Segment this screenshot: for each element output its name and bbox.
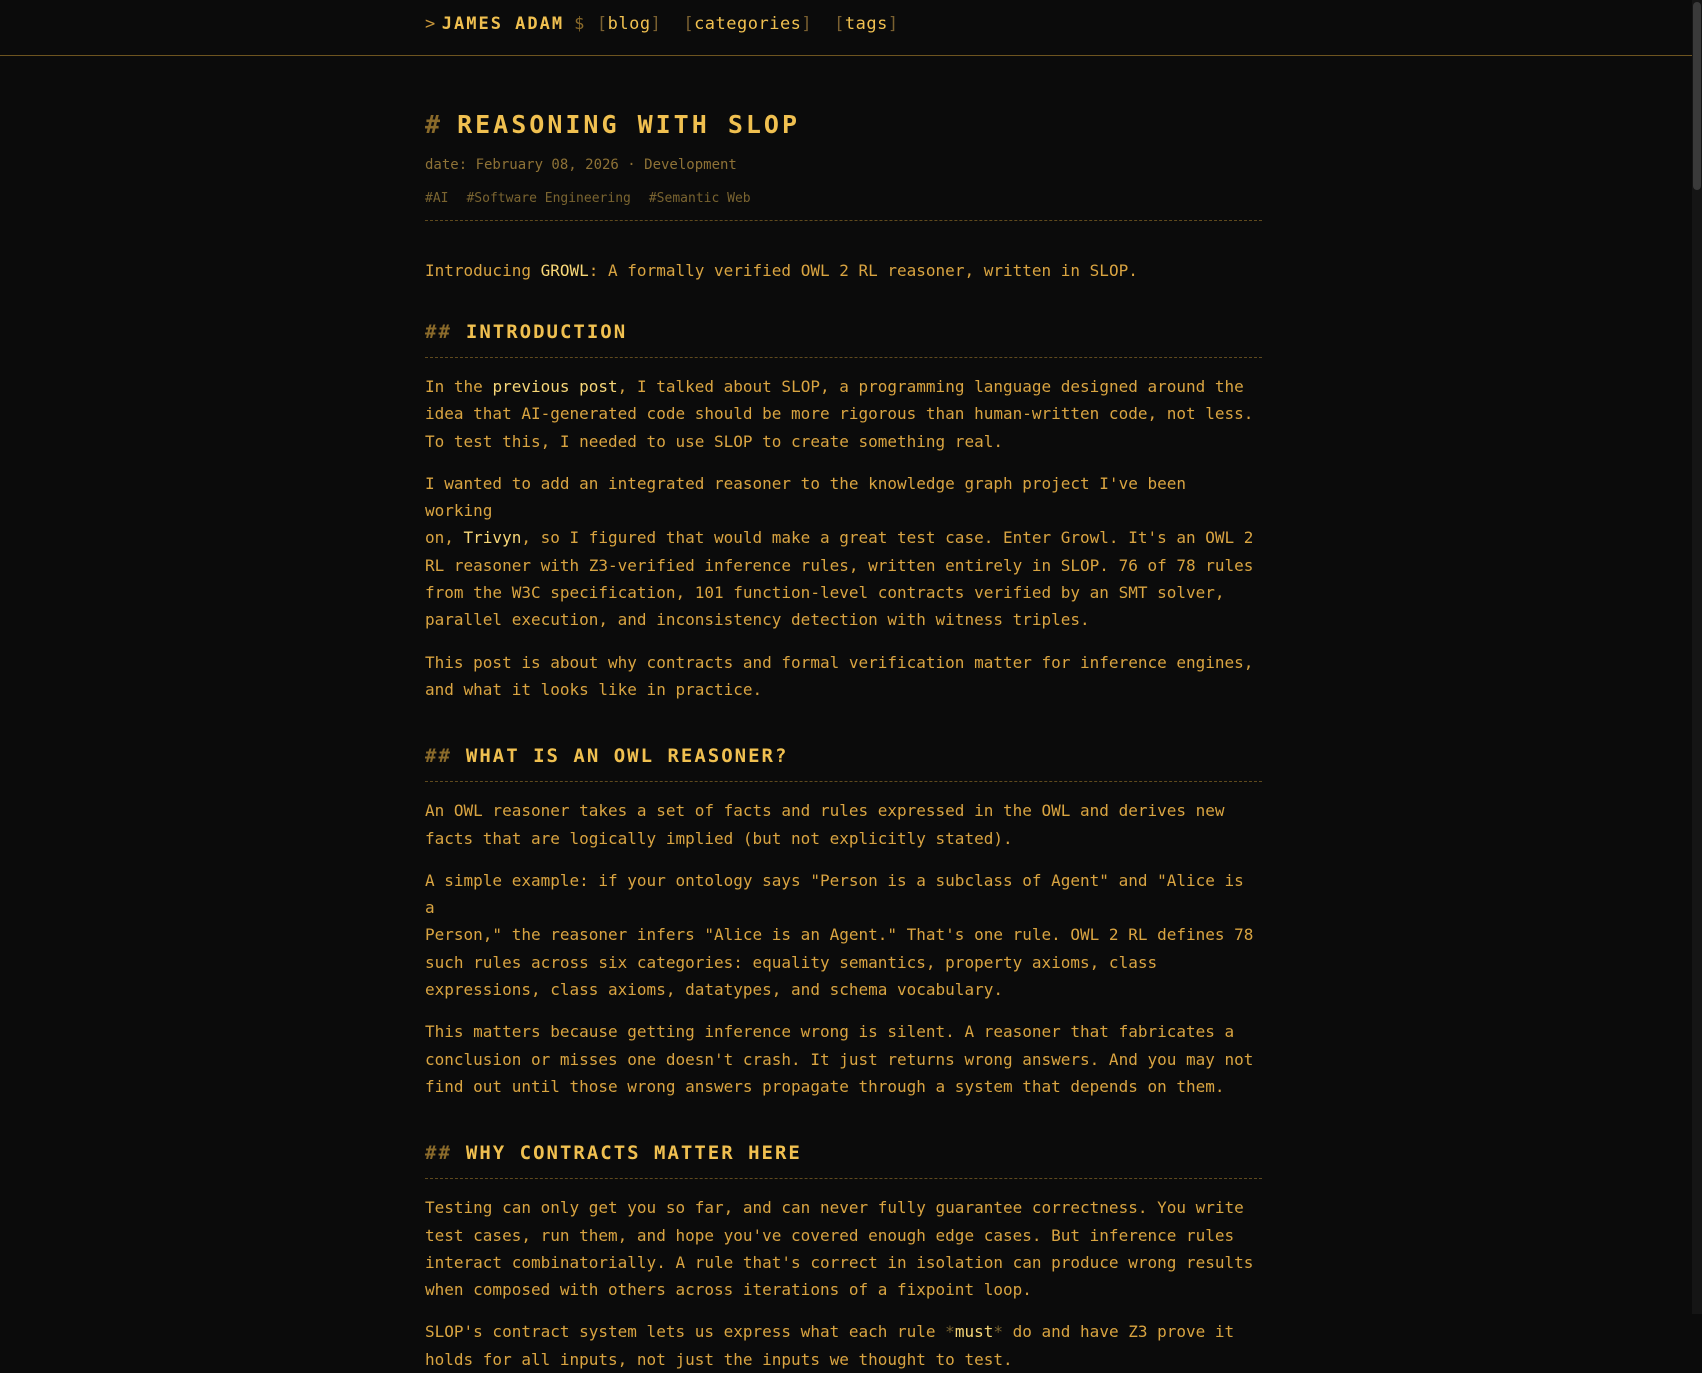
heading-text: INTRODUCTION [465,321,628,343]
section-heading-introduction [425,319,1262,345]
tag-link[interactable]: #Semantic Web [648,191,751,206]
paragraph: This matters because getting inference wrong is silent. A reasoner that fabricates a conclusion or misses one doesn't crash. It just returns wrong answers. And you may not find out until those wrong answers propagate through a system that depends on them. [425,1022,1254,1096]
post-intro [425,257,1262,284]
intro-text: Introducing [425,261,541,280]
section-heading-contracts [425,1140,1262,1166]
nav-link-tags-label[interactable]: tags [844,14,888,34]
post-meta: date: February 08, 2026 · Development [425,157,737,173]
trivyn-link[interactable]: Trivyn [463,528,522,548]
heading-text: WHAT IS AN OWL REASONER? [465,745,789,768]
paragraph: An OWL reasoner takes a set of facts and rules expressed in the OWL and derives new facts that are logically implied (but not explicitly stated). [425,801,1225,848]
page-scrollbar[interactable] [1692,0,1702,1314]
paragraph: A simple example: if your ontology says "Person is a subclass of Agent" and "Alice is a Person," the reasoner infers "Alice is an Agent." That's one rule. OWL 2 RL defines 78 such rules across six categories: equality semantics, property axioms, class expressions, class axioms, datatypes, and schema vocabulary. [425,870,1254,1000]
site-name-link[interactable]: JAMES ADAM [441,14,565,34]
nav-link-tags[interactable]: [tags] [834,14,899,34]
divider [425,781,1262,782]
dollar-symbol: $ [574,14,585,34]
top-navigation-bar [0,0,1692,56]
tag-link[interactable]: #Software Engineering [466,191,631,206]
site-nav [425,14,921,34]
paragraph: Testing can only get you so far, and can never fully guarantee correctness. You write test cases, run them, and hope you've covered enough edge cases. But inference rules interact combinatorially. A rule that's correct in isolation can produce wrong results when composed with others across iterations of a fixpoint loop. [425,1198,1254,1300]
post-tags [425,191,1262,211]
intro-strong: GROWL [540,261,589,280]
intro-text: : A formally verified OWL 2 RL reasoner, written in SLOP. [588,261,1138,280]
heading-hash: ## [425,745,452,768]
nav-link-blog[interactable]: [blog] [596,14,662,34]
heading-hash: ## [425,1142,452,1165]
heading-hash: ## [425,321,452,343]
prompt-symbol: > [425,14,436,34]
heading-text: WHY CONTRACTS MATTER HERE [465,1142,802,1165]
divider [425,220,1262,221]
nav-link-categories-label[interactable]: categories [694,14,802,34]
scrollbar-thumb[interactable] [1693,2,1701,190]
post-title [425,108,1262,142]
nav-link-blog-label[interactable]: blog [607,14,651,34]
divider [425,1178,1262,1179]
title-hash: # [425,110,444,139]
emphasis: must [954,1322,994,1342]
tag-link[interactable]: #AI [425,191,449,206]
paragraph: This post is about why contracts and formal verification matter for inference engines, and what it looks like in practice. [425,652,1254,699]
paragraph: In the previous post, I talked about SLOP, a programming language designed around the idea that AI-generated code should be more rigorous than human-written code, not less. To test this, I needed to use SLOP to create something real. [425,377,1254,451]
paragraph: SLOP's contract system lets us express what each rule *must* do and have Z3 prove it holds for all inputs, not just the inputs we thought to test. [425,1322,1235,1369]
previous-post-link[interactable]: previous post [492,377,618,396]
paragraph: I wanted to add an integrated reasoner to the knowledge graph project I've been working on, Trivyn, so I figured that would make a great test case. Enter Growl. It's an OWL 2 RL reasoner with Z3-verified inference rules, written entirely in SLOP. 76 of 78 rules from the W3C specification, 101 function-level contracts verified by an SMT solver, parallel execution, and inconsistency detection with witness triples. [425,473,1254,630]
post-title-text: REASONING WITH SLOP [457,110,801,139]
divider [425,357,1262,358]
article [425,108,1262,1373]
nav-link-categories[interactable]: [categories] [683,14,813,34]
section-heading-owl-reasoner [425,743,1262,769]
